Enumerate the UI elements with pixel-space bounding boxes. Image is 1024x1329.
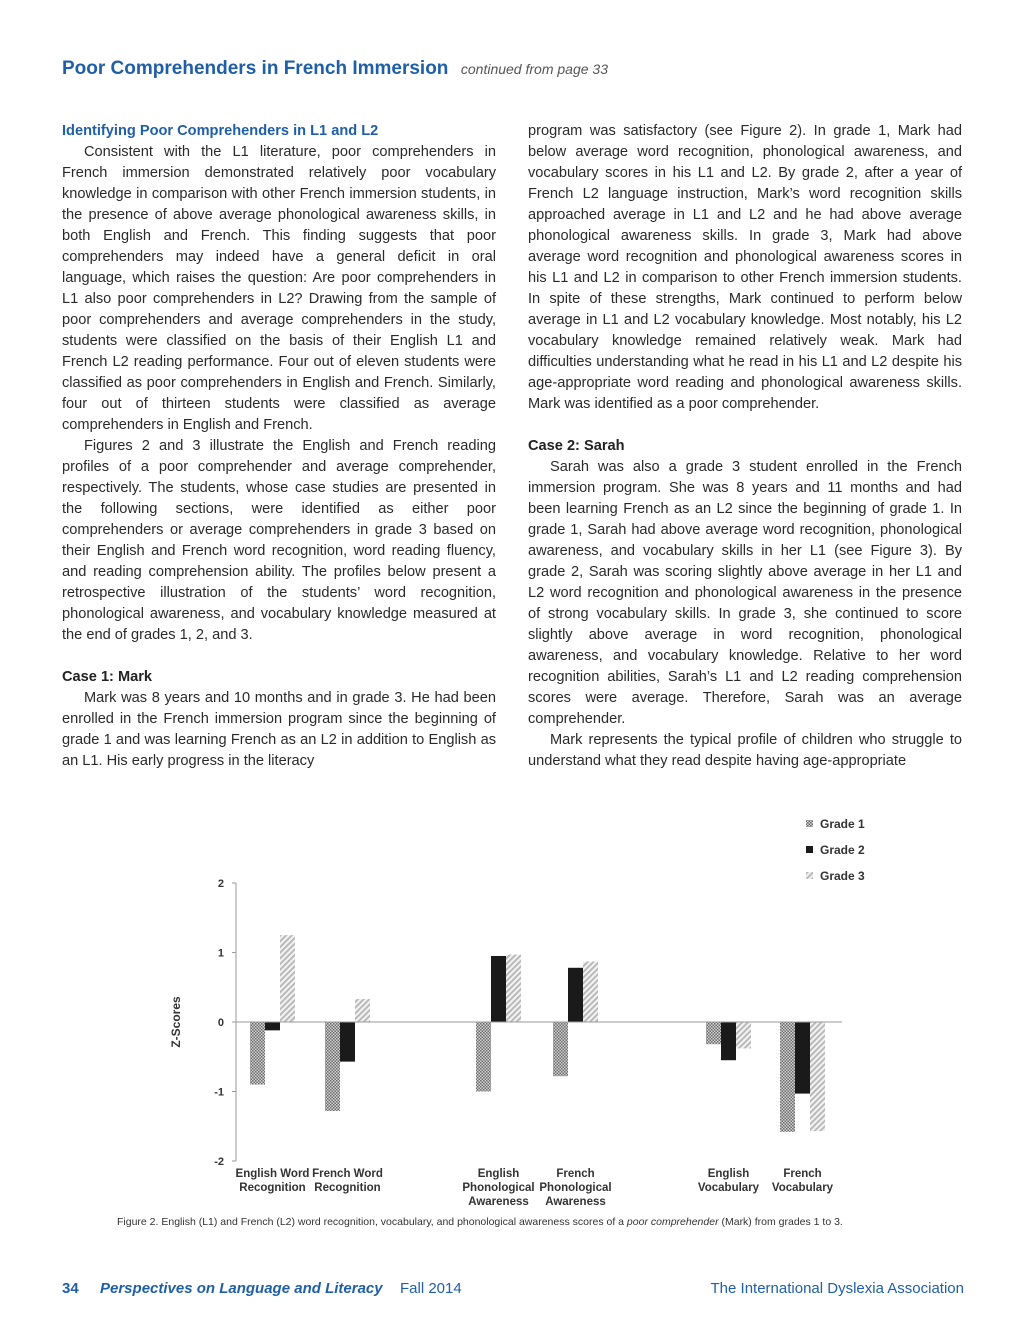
paragraph: Mark represents the typical profile of children who struggle to understand what they read despite having age-appropriate — [528, 732, 962, 769]
x-category-label — [772, 1168, 834, 1194]
x-category-label-line: Phonological — [462, 1182, 535, 1194]
bar-grade-3 — [355, 999, 370, 1022]
paragraph: Sarah was also a grade 3 student enrolled in the French immersion program. She was 8 years and 11 months and had been learning French as an L2 since the beginning of grade 1. In grade 1, Sarah had above average word recognition, phonological awareness, and vocabulary skills in her L1 (see Figure 3). By grade 2, Sarah was scoring slightly above average in her L1 and L2 word recognition and phonological awareness in the presence of strong vocabulary skills. In grade 3, she continued to score slightly above average in word recognition, phonological awareness, and vocabulary knowledge. Relative to her word recognition abilities, Sarah’s L1 and L2 reading comprehension scores were average. Therefore, Sarah was an average comprehender. — [528, 459, 962, 727]
legend-label: Grade 2 — [820, 843, 865, 857]
right-column — [528, 121, 962, 772]
case1-heading: Case 1: Mark — [62, 669, 153, 685]
x-category-label-line: Recognition — [239, 1182, 306, 1194]
y-tick-label: 0 — [217, 1017, 224, 1029]
paragraph: Mark was 8 years and 10 months and in grade 3. He had been enrolled in the French immersion program since the beginning of grade 1 and was learning French as an L2 in addition to English as an L1. His early progress in the literacy — [62, 690, 496, 769]
x-category-label — [698, 1168, 760, 1194]
legend-label: Grade 3 — [820, 869, 865, 883]
bar-grade-1 — [553, 1022, 568, 1076]
bar-grade-3 — [280, 935, 295, 1022]
bar-grade-2 — [568, 968, 583, 1022]
paragraph: program was satisfactory (see Figure 2). In grade 1, Mark had below average word recognition, phonological awareness, and vocabulary scores in his L1 and L2. By grade 2, after a year of French L2 language instruction, Mark’s word recognition skills approached average in L1 and L2 and he had above average phonological awareness skills. In grade 3, Mark had above average word recognition and phonological awareness scores in his L1 and L2 in comparison to other French immersion students. In spite of these strengths, Mark continued to perform below average in L1 and L2 vocabulary knowledge. Most notably, his L2 vocabulary knowledge remained relatively weak. Mark had difficulties understanding what he read in his L1 and L2 despite his age-appropriate word reading and phonological awareness skills. Mark was identified as a poor comprehender. — [528, 123, 962, 412]
continued-note: continued from page 33 — [460, 61, 608, 77]
x-category-label — [312, 1168, 383, 1194]
page-number: 34 — [62, 1280, 79, 1297]
paragraph: Figures 2 and 3 illustrate the English and French reading profiles of a poor comprehender and average comprehender, respectively. The students, whose case studies are presented in the following sections, were identified as either poor comprehenders or average comprehenders in grade 3 based on their English and French word recognition, word reading fluency, and reading comprehension ability. The profiles below present a retrospective illustration of the students’ word recognition, phonological awareness, and vocabulary knowledge measured at the end of grades 1, 2, and 3. — [62, 438, 496, 643]
x-category-label — [236, 1168, 310, 1194]
issue-season: Fall 2014 — [400, 1280, 462, 1297]
y-axis-label: Z-Scores — [169, 996, 183, 1048]
bar-chart — [150, 810, 950, 1215]
x-category-label — [462, 1168, 534, 1208]
legend-label: Grade 1 — [820, 817, 865, 831]
bar-grade-2 — [721, 1022, 736, 1060]
y-tick-label: -2 — [214, 1156, 224, 1168]
y-tick-label: 1 — [217, 947, 224, 960]
x-category-label-line: French — [783, 1168, 822, 1180]
bar-grade-1 — [706, 1022, 721, 1044]
bar-grade-2 — [491, 956, 506, 1022]
x-category-label-line: Awareness — [545, 1196, 606, 1208]
page-header — [62, 58, 962, 80]
bar-grade-3 — [810, 1022, 825, 1131]
section-heading: Identifying Poor Comprehenders in L1 and L2 — [62, 123, 379, 139]
case2-heading: Case 2: Sarah — [528, 438, 625, 454]
figure-2 — [150, 810, 950, 1215]
organization-name: The International Dyslexia Association — [710, 1280, 964, 1297]
caption-text-end: (Mark) from grades 1 to 3. — [718, 1216, 843, 1228]
bar-grade-1 — [325, 1022, 340, 1111]
x-category-label-line: French — [556, 1168, 595, 1180]
x-category-label-line: French Word — [312, 1168, 383, 1180]
journal-name: Perspectives on Language and Literacy — [100, 1280, 383, 1297]
legend-swatch-grade-3 — [806, 872, 813, 879]
bar-grade-1 — [250, 1022, 265, 1085]
legend-swatch-grade-1 — [806, 820, 813, 827]
bar-grade-3 — [583, 962, 598, 1022]
x-category-label-line: Vocabulary — [771, 1182, 834, 1194]
left-column — [62, 121, 496, 772]
bar-grade-2 — [265, 1022, 280, 1030]
y-tick-label: 2 — [217, 878, 224, 890]
x-category-label-line: Awareness — [468, 1196, 529, 1208]
caption-text: Figure 2. English (L1) and French (L2) word recognition, vocabulary, and phonological awareness scores of a — [117, 1216, 627, 1228]
y-tick-label: -1 — [214, 1086, 224, 1099]
bar-grade-3 — [506, 955, 521, 1022]
x-category-label — [539, 1168, 611, 1208]
x-category-label-line: English Word — [235, 1168, 310, 1180]
caption-emphasis: poor comprehender — [626, 1216, 719, 1228]
bar-grade-1 — [780, 1022, 795, 1132]
bar-grade-3 — [736, 1022, 751, 1048]
legend-swatch-grade-2 — [806, 846, 813, 853]
figure-caption — [117, 1216, 977, 1228]
page-footer — [62, 1280, 964, 1302]
x-category-label-line: Phonological — [539, 1182, 612, 1194]
x-category-label-line: Vocabulary — [697, 1182, 760, 1194]
paragraph: Consistent with the L1 literature, poor comprehenders in French immersion demonstrated relatively poor vocabulary knowledge in comparison with other French immersion students, in the presence of above average phonological awareness skills, in both English and French. This finding suggests that poor comprehenders may indeed have a general deficit in oral language, which raises the question: Are poor comprehenders in L1 also poor comprehenders in L2? Drawing from the sample of poor comprehenders and average comprehenders in the study, students were classified on the basis of their English L1 and French L2 reading performance. Four out of eleven students were classified as poor comprehenders in English and French. Similarly, four out of thirteen students were classified as average comprehenders in English and French. — [62, 144, 496, 433]
bar-grade-2 — [795, 1022, 810, 1094]
x-category-label-line: Recognition — [314, 1182, 381, 1194]
bar-grade-2 — [340, 1022, 355, 1062]
page-title: Poor Comprehenders in French Immersion — [62, 58, 449, 79]
x-category-label-line: English — [707, 1168, 750, 1180]
bar-grade-1 — [476, 1022, 491, 1092]
x-category-label-line: English — [477, 1168, 520, 1180]
